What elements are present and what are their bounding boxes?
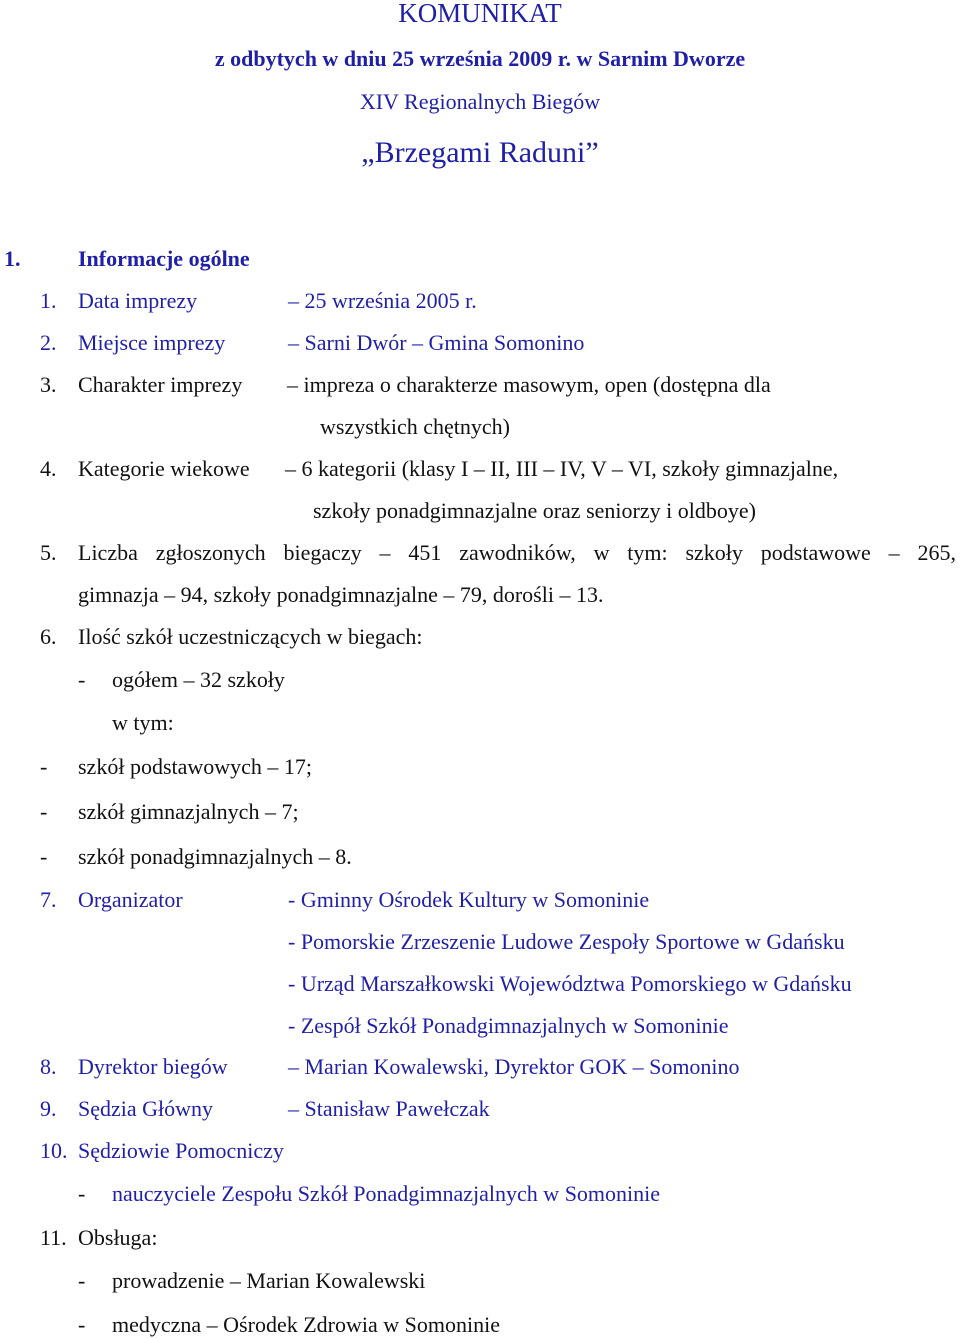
item-5-number: 5. xyxy=(40,540,57,565)
item-3-number: 3. xyxy=(40,372,57,397)
item-3-value-cont: wszystkich chętnych) xyxy=(320,414,510,439)
section-number: 1. xyxy=(4,246,21,271)
item-11-sub1: prowadzenie – Marian Kowalewski xyxy=(112,1268,426,1293)
item-5-word: Liczba xyxy=(78,540,138,565)
item-11-label: Obsługa: xyxy=(78,1225,158,1250)
item-5-word: zawodników, xyxy=(459,540,576,565)
item-11-number: 11. xyxy=(40,1225,67,1250)
subtitle-event: XIV Regionalnych Biegów xyxy=(359,89,601,114)
event-name: „Brzegami Raduni” xyxy=(361,136,599,169)
item-5-word: – xyxy=(379,540,391,565)
item-8-value: – Marian Kowalewski, Dyrektor GOK – Somonino xyxy=(288,1054,740,1079)
item-6-wtym: w tym: xyxy=(112,710,174,735)
item-5-word: szkoły xyxy=(685,540,743,565)
item-1-label: Data imprezy xyxy=(78,288,198,313)
item-6-sub1: szkół podstawowych – 17; xyxy=(78,754,313,779)
item-4-number: 4. xyxy=(40,456,57,481)
item-5-word: zgłoszonych xyxy=(155,540,266,565)
item-2-number: 2. xyxy=(40,330,57,355)
item-5-word: w xyxy=(593,540,610,565)
item-9-number: 9. xyxy=(40,1096,57,1121)
bullet-dash: - xyxy=(78,1181,86,1206)
section-title: Informacje ogólne xyxy=(78,246,250,271)
item-6-sub2: szkół gimnazjalnych – 7; xyxy=(78,799,299,824)
item-1-number: 1. xyxy=(40,288,57,313)
subtitle-date-place: z odbytych w dniu 25 września 2009 r. w Sarnim Dworze xyxy=(214,46,746,71)
document-title: KOMUNIKAT xyxy=(398,0,562,28)
bullet-dash: - xyxy=(78,1312,86,1337)
item-3-value: – impreza o charakterze masowym, open (dostępna dla xyxy=(287,372,771,397)
item-8-number: 8. xyxy=(40,1054,57,1079)
item-7-value-3: - Urząd Marszałkowski Województwa Pomorskiego w Gdańsku xyxy=(288,971,852,996)
bullet-dash: - xyxy=(40,754,48,779)
item-6-label: Ilość szkół uczestniczących w biegach: xyxy=(78,624,423,649)
item-7-value-4: - Zespół Szkół Ponadgimnazjalnych w Somoninie xyxy=(288,1013,729,1038)
item-11-sub2: medyczna – Ośrodek Zdrowia w Somoninie xyxy=(112,1312,500,1337)
item-10-label: Sędziowie Pomocniczy xyxy=(78,1138,284,1163)
bullet-dash: - xyxy=(78,667,86,692)
item-6-sub3: szkół ponadgimnazjalnych – 8. xyxy=(78,844,352,869)
item-7-value-1: - Gminny Ośrodek Kultury w Somoninie xyxy=(288,887,650,912)
item-2-value: – Sarni Dwór – Gmina Somonino xyxy=(288,330,585,355)
item-2-label: Miejsce imprezy xyxy=(78,330,226,355)
item-10-sub1: nauczyciele Zespołu Szkół Ponadgimnazjalnych w Somoninie xyxy=(112,1181,661,1206)
bullet-dash: - xyxy=(40,799,48,824)
item-3-label: Charakter imprezy xyxy=(78,372,243,397)
item-5-word: – xyxy=(888,540,900,565)
item-6-number: 6. xyxy=(40,624,57,649)
item-5-word: podstawowe xyxy=(760,540,871,565)
item-5-word: 265, xyxy=(917,540,956,565)
item-5-line1 xyxy=(78,540,956,566)
bullet-dash: - xyxy=(78,1268,86,1293)
item-7-number: 7. xyxy=(40,887,57,912)
item-4-value: – 6 kategorii (klasy I – II, III – IV, V – VI, szkoły gimnazjalne, xyxy=(285,456,839,481)
item-5-line2: gimnazja – 94, szkoły ponadgimnazjalne – 79, dorośli – 13. xyxy=(78,582,604,607)
item-9-label: Sędzia Główny xyxy=(78,1096,214,1121)
bullet-dash: - xyxy=(40,844,48,869)
item-7-label: Organizator xyxy=(78,887,183,912)
item-5-word: tym: xyxy=(627,540,668,565)
item-9-value: – Stanisław Pawełczak xyxy=(288,1096,490,1121)
item-4-label: Kategorie wiekowe xyxy=(78,456,250,481)
item-4-value-cont: szkoły ponadgimnazjalne oraz seniorzy i oldboye) xyxy=(313,498,756,523)
item-7-value-2: - Pomorskie Zrzeszenie Ludowe Zespoły Sportowe w Gdańsku xyxy=(288,929,845,954)
item-5-word: biegaczy xyxy=(283,540,362,565)
item-5-word: 451 xyxy=(408,540,442,565)
item-1-value: – 25 września 2005 r. xyxy=(288,288,477,313)
item-6-total: ogółem – 32 szkoły xyxy=(112,667,285,692)
item-8-label: Dyrektor biegów xyxy=(78,1054,228,1079)
item-10-number: 10. xyxy=(40,1138,68,1163)
